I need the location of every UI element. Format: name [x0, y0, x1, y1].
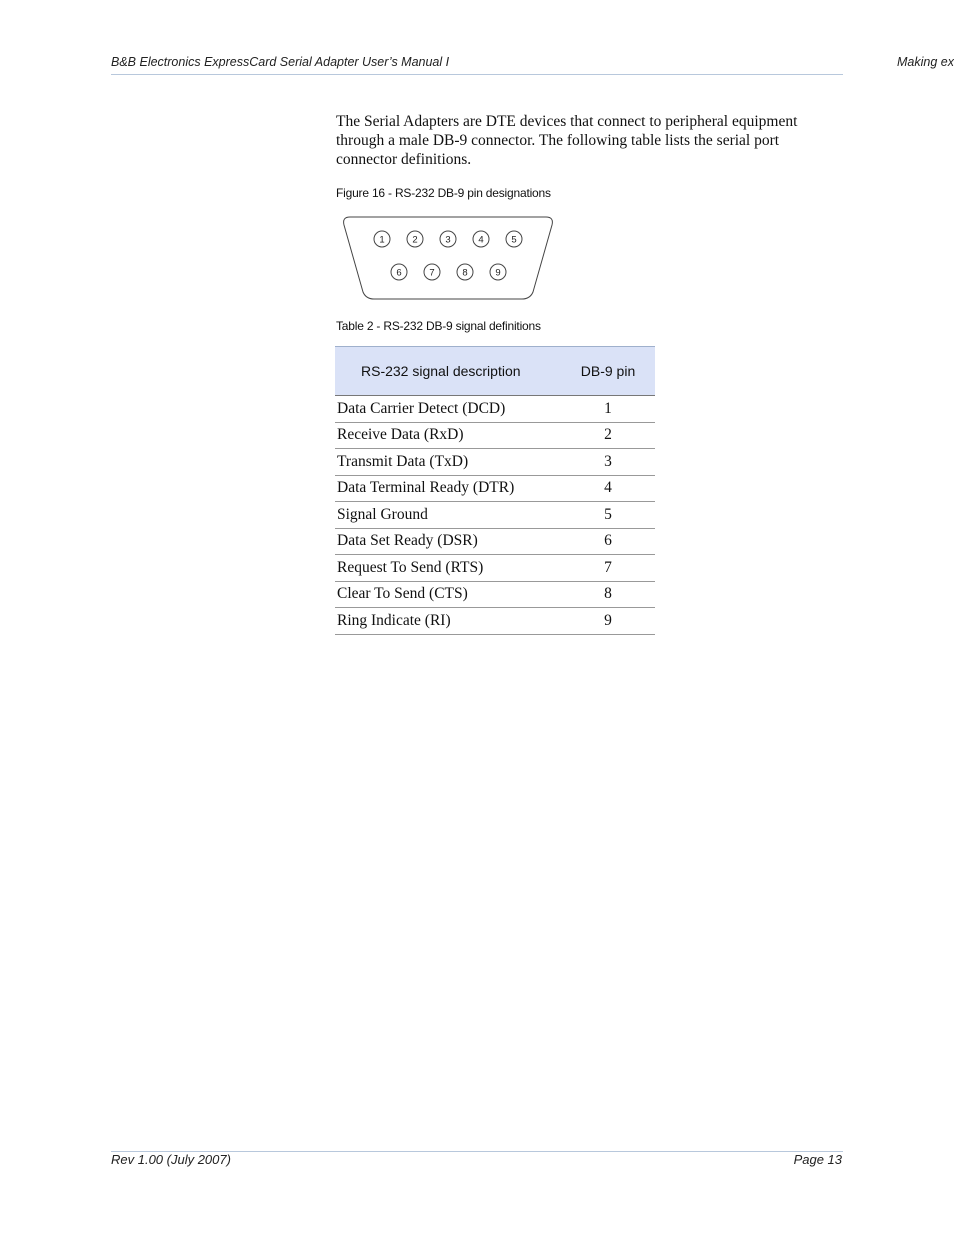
figure-caption: Figure 16 - RS-232 DB-9 pin designations: [336, 186, 551, 200]
footer-page-number: Page 13: [793, 1152, 842, 1167]
intro-paragraph: The Serial Adapters are DTE devices that connect to peripheral equipment through a male DB-9 connector. The following table lists the serial port connector definitions.: [336, 113, 798, 168]
signal-name-cell: Clear To Send (CTS): [335, 581, 561, 608]
signal-name-cell: Transmit Data (TxD): [335, 449, 561, 476]
signal-name-cell: Data Carrier Detect (DCD): [335, 396, 561, 423]
running-header-section: Making ex: [897, 55, 954, 69]
signal-name-cell: Data Terminal Ready (DTR): [335, 475, 561, 502]
pin-number-cell: 5: [561, 502, 655, 529]
pin-number-cell: 1: [561, 396, 655, 423]
table-row: [335, 608, 655, 635]
running-header-title: B&B Electronics ExpressCard Serial Adapter User’s Manual I: [111, 55, 450, 69]
table-row: [335, 555, 655, 582]
bottom-pin-row: [391, 264, 506, 280]
pin-label: 1: [379, 234, 385, 246]
pin-label: 5: [511, 234, 517, 246]
pin-label: 2: [412, 234, 418, 246]
table-row: [335, 581, 655, 608]
pin-number-cell: 6: [561, 528, 655, 555]
signal-definitions-table: [335, 346, 655, 635]
pin-label: 6: [396, 267, 402, 279]
signal-name-cell: Receive Data (RxD): [335, 422, 561, 449]
signal-name-cell: Signal Ground: [335, 502, 561, 529]
pin-label: 4: [478, 234, 484, 246]
table-row: [335, 396, 655, 423]
footer-revision: Rev 1.00 (July 2007): [111, 1152, 231, 1167]
pin-number-cell: 3: [561, 449, 655, 476]
pin-number-cell: 8: [561, 581, 655, 608]
pin-number-cell: 7: [561, 555, 655, 582]
header-db9-pin: DB-9 pin: [561, 347, 655, 396]
db9-connector-diagram: [340, 214, 556, 302]
pin-number-cell: 2: [561, 422, 655, 449]
table-row: [335, 449, 655, 476]
pin-label: 9: [495, 267, 501, 279]
table-row: [335, 528, 655, 555]
table-row: [335, 502, 655, 529]
connector-shell-outline: [344, 217, 553, 299]
table-header-row: [335, 347, 655, 396]
pin-number-cell: 4: [561, 475, 655, 502]
pin-number-cell: 9: [561, 608, 655, 635]
top-pin-row: [374, 231, 522, 247]
pin-label: 7: [429, 267, 435, 279]
table-caption: Table 2 - RS-232 DB-9 signal definitions: [336, 319, 541, 333]
pin-label: 8: [462, 267, 468, 279]
table-row: [335, 475, 655, 502]
pin-label: 3: [445, 234, 451, 246]
header-signal-description: RS-232 signal description: [335, 347, 561, 396]
header-rule: [111, 74, 843, 75]
signal-name-cell: Data Set Ready (DSR): [335, 528, 561, 555]
signal-name-cell: Request To Send (RTS): [335, 555, 561, 582]
table-row: [335, 422, 655, 449]
signal-name-cell: Ring Indicate (RI): [335, 608, 561, 635]
